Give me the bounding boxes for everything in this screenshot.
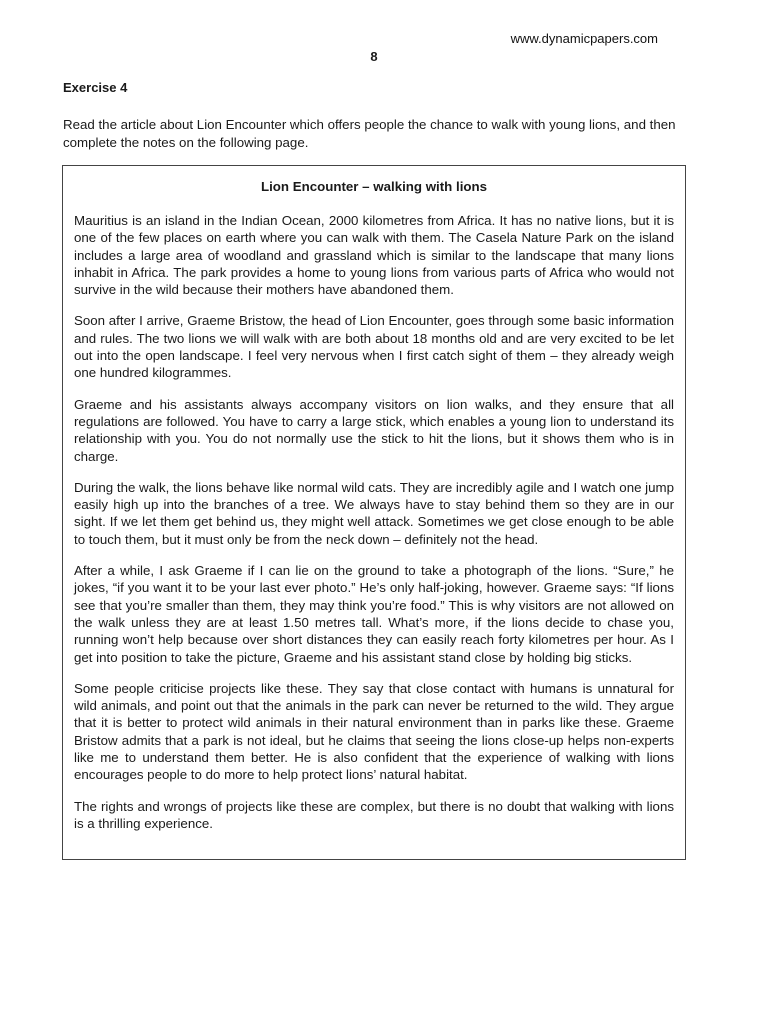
article-title: Lion Encounter – walking with lions (260, 179, 488, 194)
article-paragraph: After a while, I ask Graeme if I can lie on the ground to take a photograph of the lions. “Sure,” he jokes, “if you want it to be your last ever photo.” He’s only half-joking, however. Graeme says: “If lions see that you’re smaller than them, they may think you’re food.” This is why visitors are not allowed on the walk unless they are at least 1.50 metres tall. What’s more, if the lions decide to chase you, running won’t help because over short distances they can easily reach forty kilometres per hour. As I get into position to take the picture, Graeme and his assistant stand close by holding big sticks. (74, 563, 674, 665)
article-paragraph: Mauritius is an island in the Indian Ocean, 2000 kilometres from Africa. It has no native lions, but it is one of the few places on earth where you can walk with them. The Casela Nature Park on the island includes a large area of woodland and grassland which is similar to the landscape that many lions inhabit in Africa. The park provides a home to young lions from various parts of Africa who would not survive in the wild because their mothers have abandoned them. (74, 213, 674, 298)
page-number: 8 (370, 49, 378, 64)
article-paragraph: During the walk, the lions behave like normal wild cats. They are incredibly agile and I watch one jump easily high up into the branches of a tree. We always have to stay behind them so they are in our sight. If we let them get behind us, they might well attack. Sometimes we get close enough to be able to touch them, but it must only be from the neck down – definitely not the head. (74, 479, 674, 547)
article-box (62, 165, 686, 860)
article-paragraph: Soon after I arrive, Graeme Bristow, the head of Lion Encounter, goes through some basic information and rules. The two lions we will walk with are both about 18 months old and are very excited to be let out into the open landscape. I feel very nervous when I first catch sight of them – they already weigh one hundred kilogrammes. (74, 313, 674, 381)
site-url: www.dynamicpapers.com (510, 31, 658, 46)
exercise-instructions: Read the article about Lion Encounter which offers people the chance to walk with young lions, and then complete the notes on the following page. (63, 117, 676, 150)
article-paragraph: Graeme and his assistants always accompany visitors on lion walks, and they ensure that all regulations are followed. You have to carry a large stick, which enables a young lion to understand its relationship with you. You do not normally use the stick to hit the lions, but it shows them who is in charge. (74, 396, 674, 464)
article-paragraph: Some people criticise projects like these. They say that close contact with humans is unnatural for wild animals, and point out that the animals in the park can never be returned to the wild. They argue that it is better to protect wild animals in their natural environment than in parks like these. Graeme Bristow admits that a park is not ideal, but he claims that seeing the lions close-up helps non-experts like me to understand them better. He is also confident that the experience of walking with lions encourages people to do more to help protect lions’ natural habitat. (74, 680, 674, 783)
article-paragraph: The rights and wrongs of projects like these are complex, but there is no doubt that walking with lions is a thrilling experience. (74, 798, 674, 831)
exercise-title: Exercise 4 (63, 80, 128, 95)
